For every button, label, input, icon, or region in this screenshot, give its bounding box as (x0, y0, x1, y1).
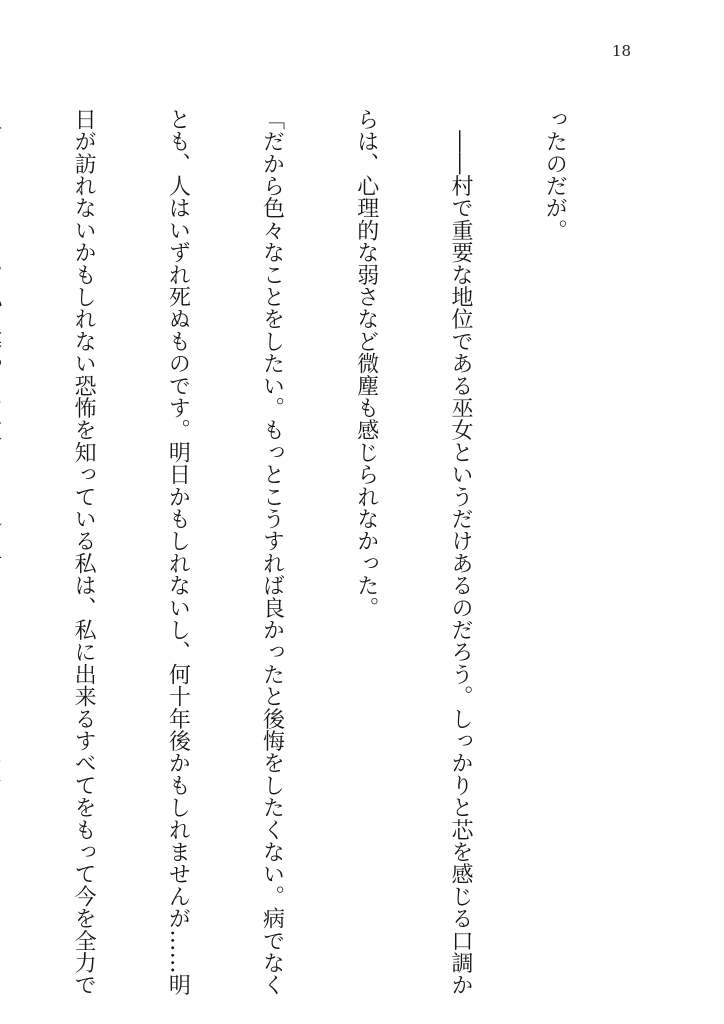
text-column: 「だから色々なことをしたい。もっとこうすれば良かったと後悔をしたくない。病でなく (259, 108, 285, 996)
text-column: 日が訪れないかもしれない恐怖を知っている私は、私に出来るすべてをもって今を全力で (71, 108, 97, 996)
text-column: ――村で重要な地位である巫女というだけあるのだろう。しっかりと芯を感じる口調か (447, 108, 473, 996)
text-column (0, 108, 5, 948)
text-column: ったのだが。 (542, 108, 568, 242)
vertical-text-body (71, 108, 633, 996)
page-number: 18 (612, 42, 632, 60)
text-column: とも、人はいずれ死ぬものです。明日かもしれないし、何十年後かもしれませんが……明 (165, 108, 191, 996)
text-column: らは、心理的な弱さなど微塵も感じられなかった。 (353, 108, 379, 619)
